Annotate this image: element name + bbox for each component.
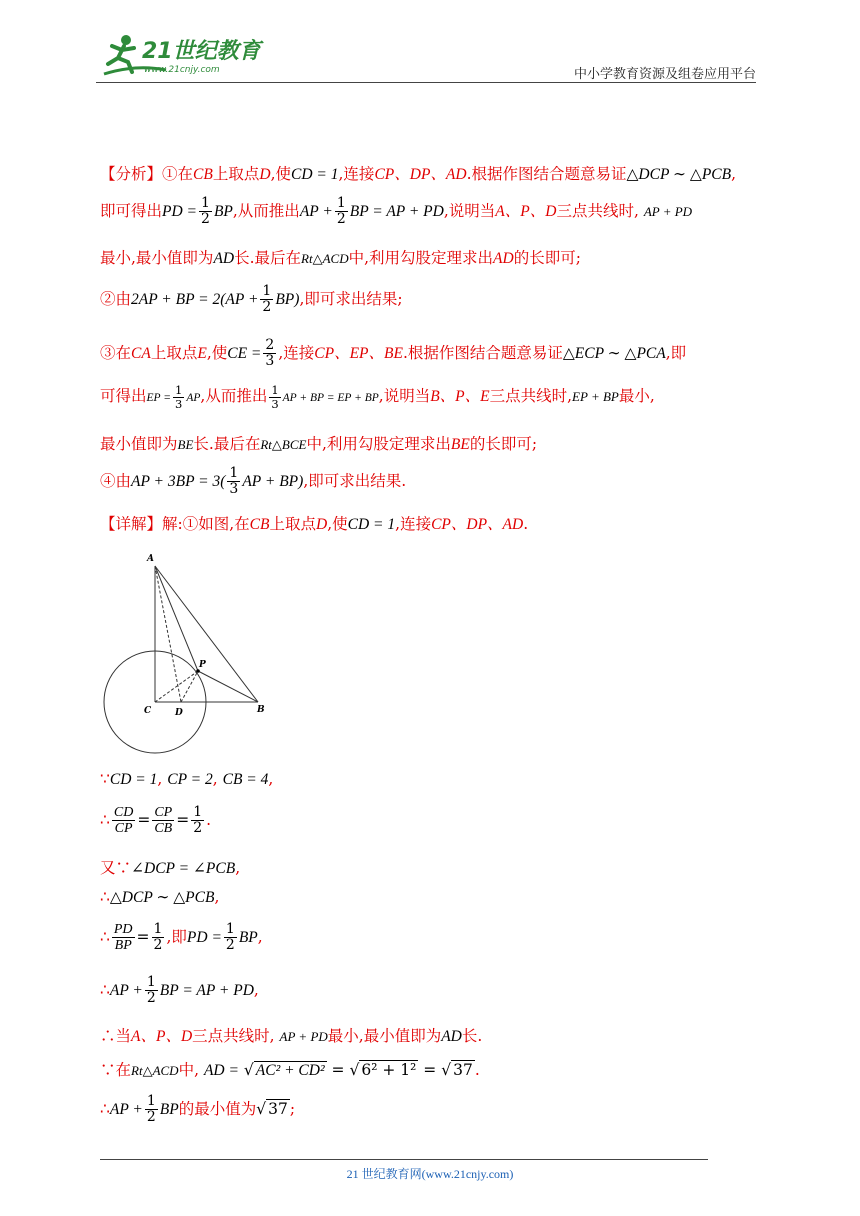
- detail-heading: 【详解】解:①如图,在CB上取点D,使CD = 1,连接CP、DP、AD.: [100, 515, 529, 533]
- analysis-line-2: 即可得出PD = $\frac{1}{2}$ BP,从而推出AP + $\frac{1}{2}$ BP = AP + PD,说明当A、P、D三点共线时, AP + PD: [100, 195, 693, 228]
- label-c: C: [144, 706, 152, 716]
- svg-text:www.21cnjy.com: www.21cnjy.com: [144, 65, 220, 75]
- label-b: B: [257, 705, 265, 715]
- step-5: ∴ $\frac{PD}{BP}$ = $\frac{1}{2}$ ,即PD = $\frac{1}{2}$ BP,: [100, 921, 263, 954]
- runner-logo-icon: [96, 30, 266, 80]
- segment-ad: [155, 566, 181, 702]
- segment-pb: [198, 671, 258, 702]
- step-7: ∴当A、P、D三点共线时, AP + PD最小,最小值即为AD长.: [100, 1027, 483, 1045]
- site-logo[interactable]: [96, 30, 266, 80]
- footer-divider: [100, 1159, 708, 1160]
- analysis-line-5: ③在CA上取点E,使CE = $\frac{2}{3}$ ,连接CP、EP、BE.根据作图结合题意易证△ECP ∼ △PCA,即: [100, 337, 687, 370]
- label-a: A: [147, 554, 154, 564]
- analysis-line-3: 最小,最小值即为AD长.最后在Rt△ACD中,利用勾股定理求出AD的长即可;: [100, 249, 581, 267]
- analysis-line-7: 最小值即为BE长.最后在Rt△BCE中,利用勾股定理求出BE的长即可;: [100, 435, 538, 453]
- step-4: ∴△DCP ∼ △PCB,: [100, 888, 220, 906]
- platform-name: 中小学教育资源及组卷应用平台: [573, 67, 756, 82]
- segment-cp: [155, 671, 198, 702]
- step-2: ∴ $\frac{CD}{CP}$ = $\frac{CP}{CB}$ = $\frac{1}{2}$ .: [100, 804, 212, 837]
- segment-dp: [181, 671, 198, 702]
- analysis-line-8: ④由AP + 3BP = 3( $\frac{1}{3}$ AP + BP),即可求出结果.: [100, 465, 407, 498]
- analysis-line-1: 【分析】①在CB上取点D,使CD = 1,连接CP、DP、AD.根据作图结合题意易证△DCP ∼ △PCB,: [100, 165, 737, 183]
- segment-ab: [155, 566, 258, 702]
- step-8: ∵在Rt△ACD中, AD = √ AC² + CD² = √ 6² + 1² = √ 37 .: [100, 1061, 480, 1079]
- header-divider: [96, 82, 756, 83]
- svg-text:21世纪教育: 21世纪教育: [142, 39, 261, 64]
- step-9: ∴AP + $\frac{1}{2}$ BP的最小值为√ 37 ;: [100, 1093, 296, 1126]
- step-6: ∴AP + $\frac{1}{2}$ BP = AP + PD,: [100, 974, 259, 1007]
- label-p: P: [199, 660, 206, 670]
- analysis-line-6: 可得出EP = $\frac{1}{3}$ AP,从而推出 $\frac{1}{3}$ AP + BP = EP + BP,说明当B、P、E三点共线时,EP + BP最小,: [100, 383, 655, 411]
- geometry-figure: [96, 548, 286, 758]
- footer-link[interactable]: 21 世纪教育网(www.21cnjy.com): [346, 1167, 514, 1181]
- step-1: ∵CD = 1, CP = 2, CB = 4,: [100, 770, 274, 788]
- step-3: 又∵∠DCP = ∠PCB,: [100, 859, 241, 877]
- analysis-line-4: ②由2AP + BP = 2(AP + $\frac{1}{2}$ BP),即可求出结果;: [100, 283, 403, 316]
- label-d: D: [175, 708, 183, 718]
